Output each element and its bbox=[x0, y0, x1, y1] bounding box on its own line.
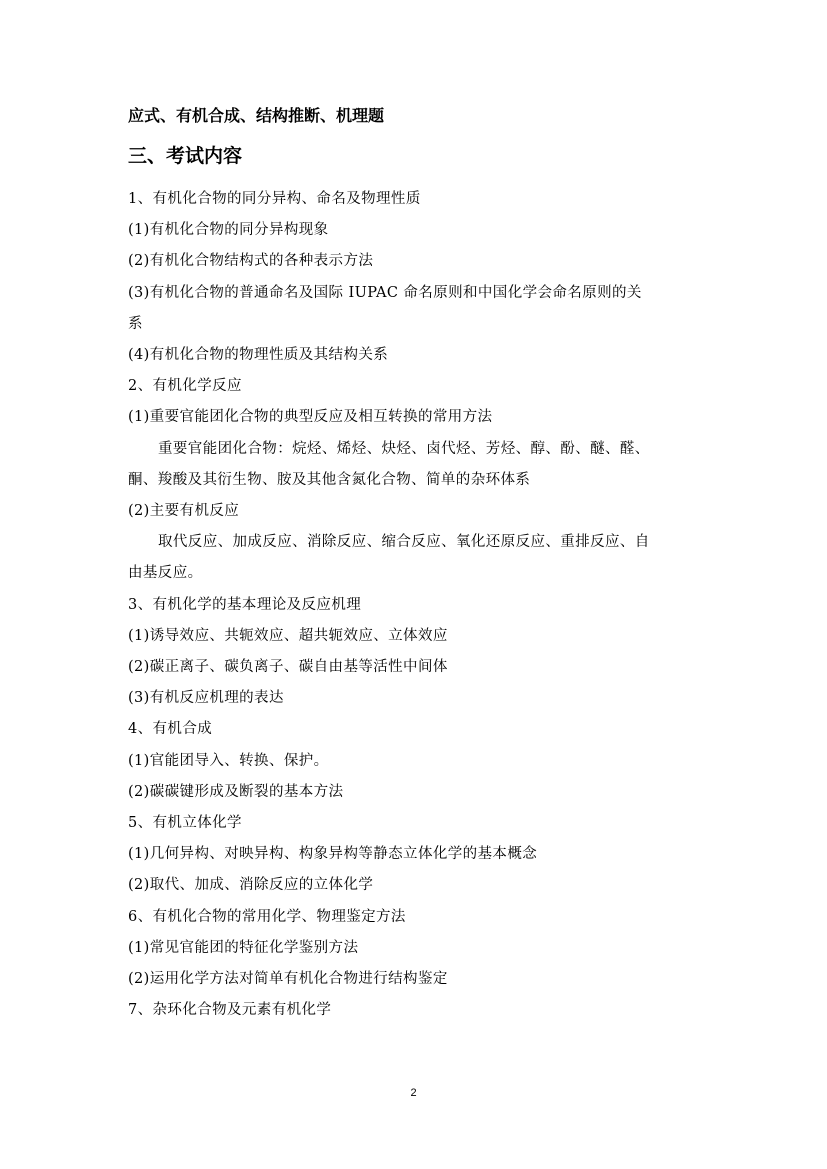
content-line: (2)有机化合物结构式的各种表示方法 bbox=[128, 253, 374, 270]
content-line: 4、有机合成 bbox=[128, 721, 213, 738]
content-line: 系 bbox=[128, 315, 143, 332]
content-line: 5、有机立体化学 bbox=[128, 815, 242, 832]
content-line: (1)常见官能团的特征化学鉴别方法 bbox=[128, 939, 359, 956]
content-line: (3)有机化合物的普通命名及国际 IUPAC 命名原则和中国化学会命名原则的关 bbox=[128, 284, 642, 301]
section-heading-exam-content: 三、考试内容 bbox=[128, 145, 243, 167]
content-line: 1、有机化合物的同分异构、命名及物理性质 bbox=[128, 191, 421, 207]
content-line: (2)运用化学方法对简单有机化合物进行结构鉴定 bbox=[128, 971, 448, 988]
page-number: 2 bbox=[410, 1087, 417, 1099]
content-line: 7、杂环化合物及元素有机化学 bbox=[128, 1002, 332, 1019]
content-line: (1)官能团导入、转换、保护。 bbox=[128, 752, 329, 769]
content-line: (2)主要有机反应 bbox=[128, 503, 240, 520]
content-line: 2、有机化学反应 bbox=[128, 378, 242, 395]
content-line: 取代反应、加成反应、消除反应、缩合反应、氧化还原反应、重排反应、自 bbox=[158, 534, 650, 551]
content-line: (2)取代、加成、消除反应的立体化学 bbox=[128, 877, 374, 894]
content-line: (1)重要官能团化合物的典型反应及相互转换的常用方法 bbox=[128, 409, 493, 426]
content-line: 重要官能团化合物：烷烃、烯烃、炔烃、卤代烃、芳烃、醇、酚、醚、醛、 bbox=[158, 440, 650, 457]
content-line: (2)碳正离子、碳负离子、碳自由基等活性中间体 bbox=[128, 659, 448, 676]
content-line: 酮、羧酸及其衍生物、胺及其他含氮化合物、简单的杂环体系 bbox=[128, 471, 531, 488]
content-line: (1)诱导效应、共轭效应、超共轭效应、立体效应 bbox=[128, 627, 448, 644]
content-line: (2)碳碳键形成及断裂的基本方法 bbox=[128, 783, 344, 800]
content-line: 3、有机化学的基本理论及反应机理 bbox=[128, 596, 362, 613]
content-line: 由基反应。 bbox=[128, 565, 203, 582]
content-line: (3)有机反应机理的表达 bbox=[128, 690, 284, 707]
content-line: 6、有机化合物的常用化学、物理鉴定方法 bbox=[128, 908, 406, 925]
content-line: (1)有机化合物的同分异构现象 bbox=[128, 222, 329, 239]
page-content bbox=[128, 104, 713, 1026]
content-line: (1)几何异构、对映异构、构象异构等静态立体化学的基本概念 bbox=[128, 846, 538, 863]
exam-content-list bbox=[128, 184, 713, 1026]
content-line: (4)有机化合物的物理性质及其结构关系 bbox=[128, 347, 389, 364]
continued-exam-types-line: 应式、有机合成、结构推断、机理题 bbox=[128, 106, 385, 125]
